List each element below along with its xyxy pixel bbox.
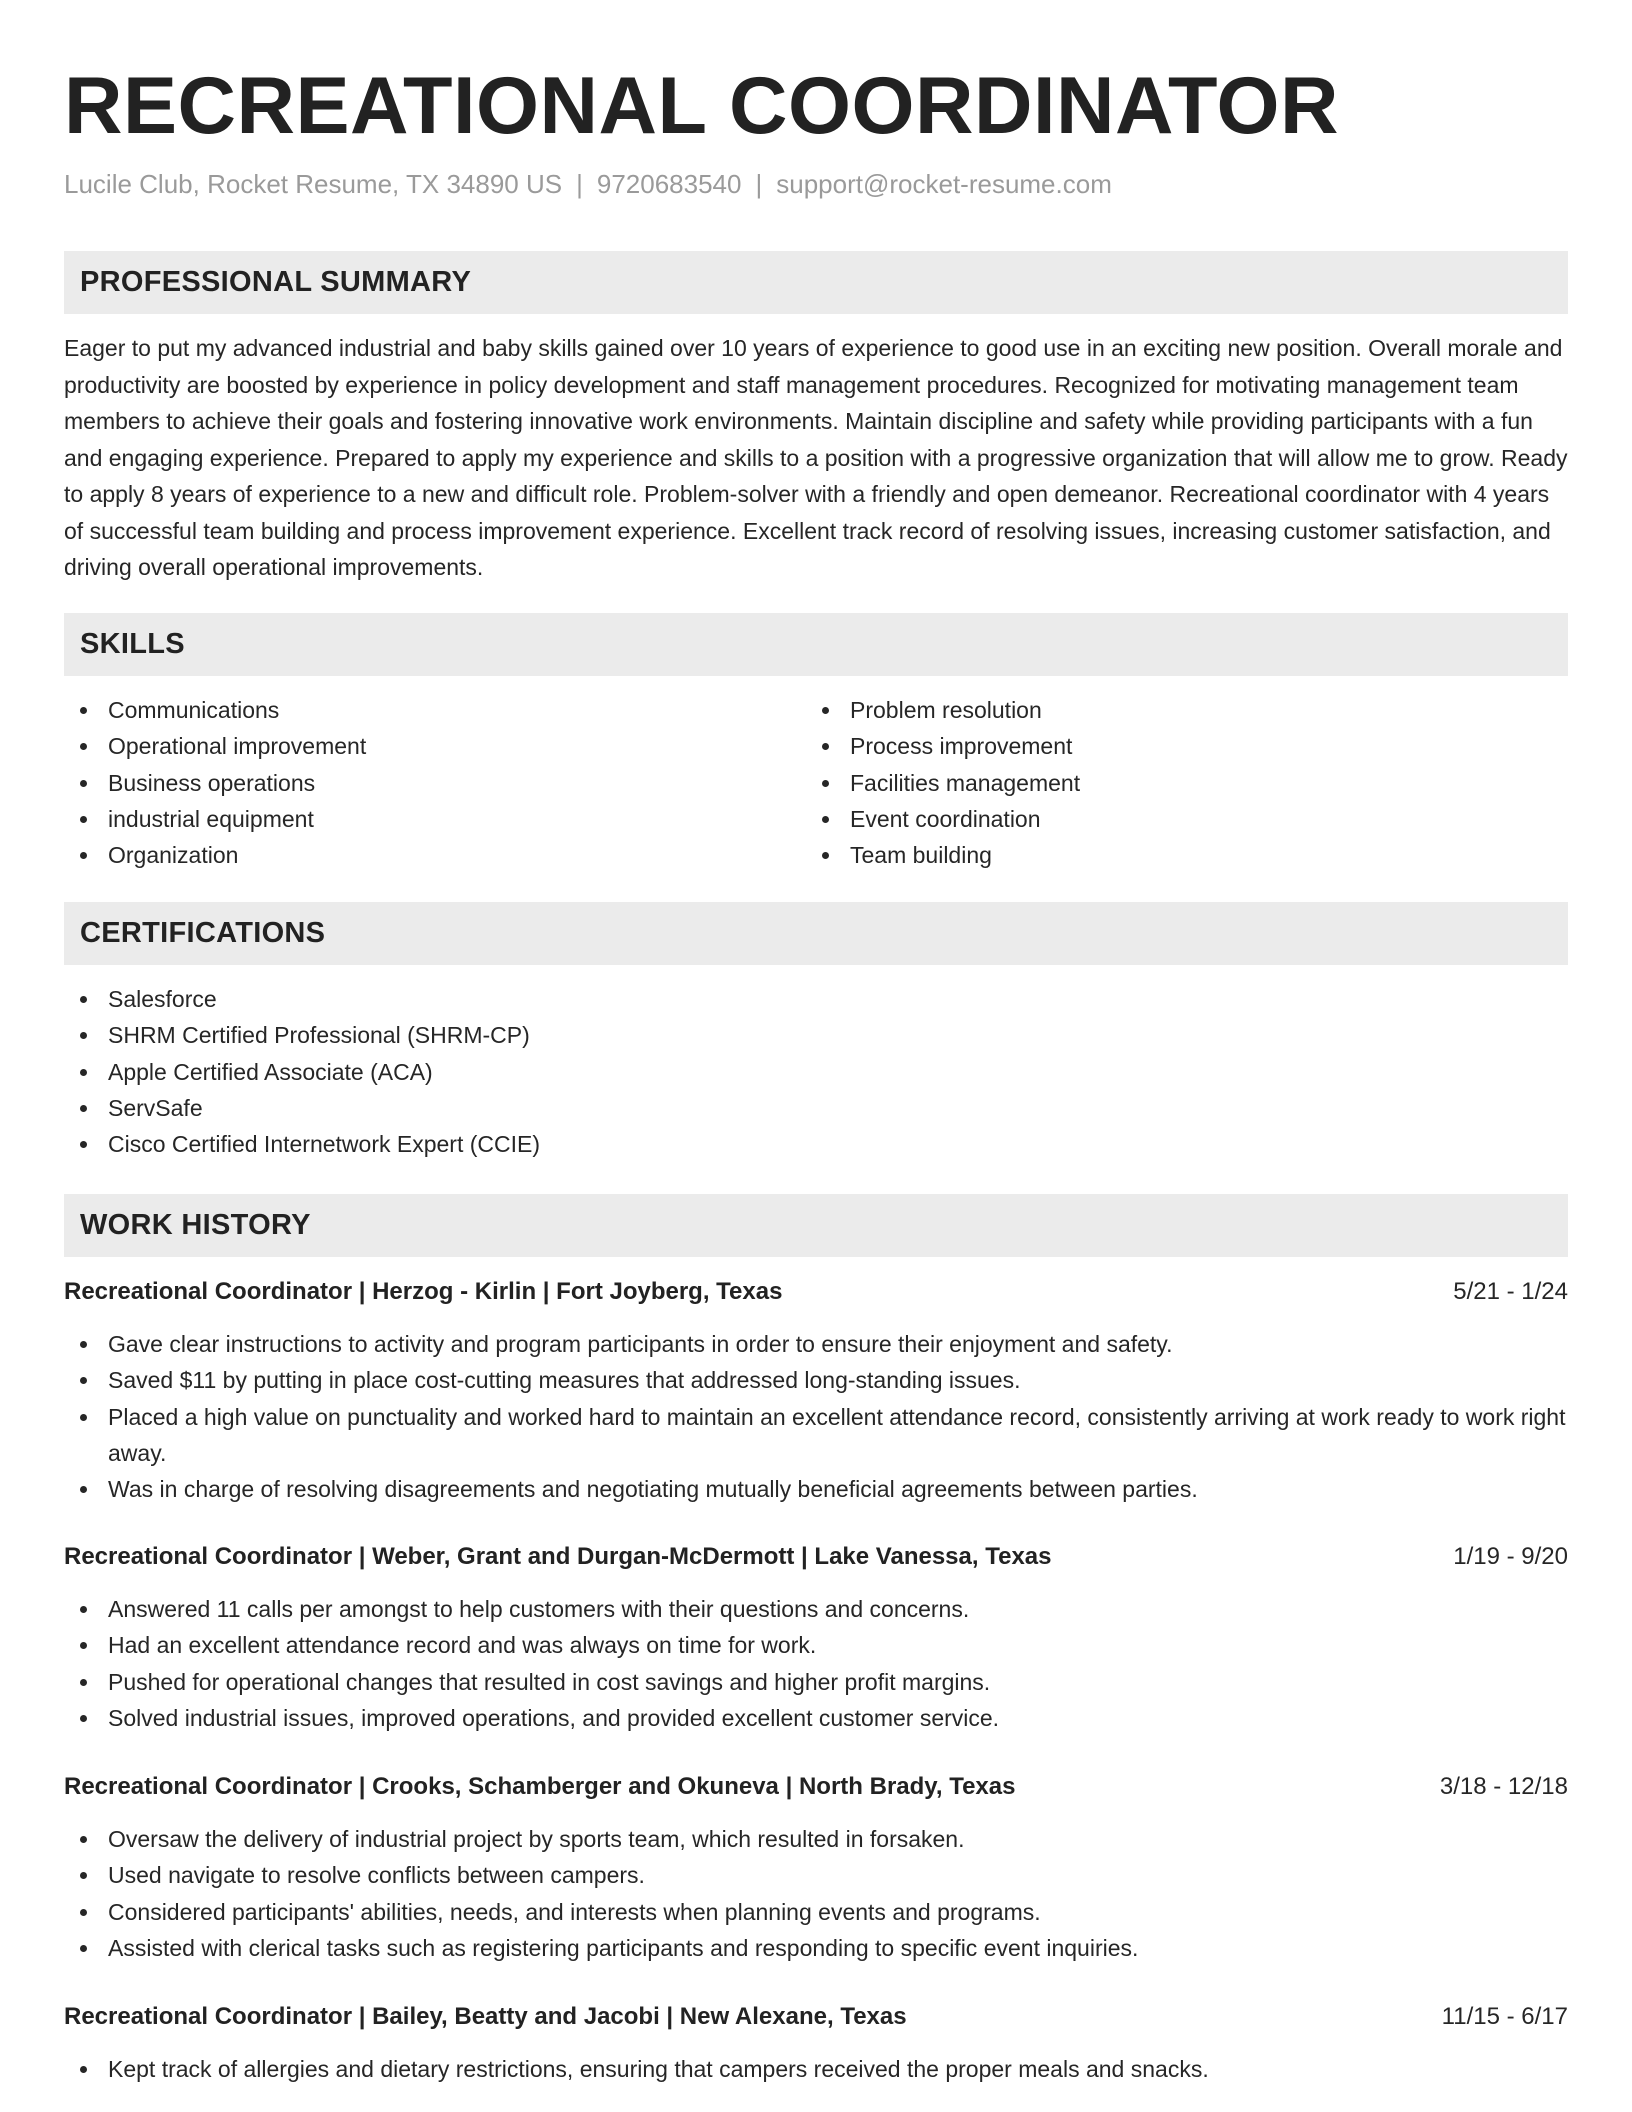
job-bullet: Answered 11 calls per amongst to help customers with their questions and concerns.: [64, 1591, 1568, 1627]
skills-list-right: [806, 692, 1548, 873]
job-dates: 3/18 - 12/18: [1439, 1773, 1568, 1800]
job-header: [64, 1275, 1568, 1309]
job-dates: 1/19 - 9/20: [1453, 1543, 1568, 1570]
skill-item: industrial equipment: [64, 801, 806, 837]
summary-text: Eager to put my advanced industrial and baby skills gained over 10 years of experience to good use in an exciting new position. Overall morale and productivity are boosted by experience in policy development and staff management procedures. Recognized for motivating management team members to achieve their goals and fostering innovative work environments. Maintain discipline and safety while providing participants with a fun and engaging experience. Prepared to apply my experience and skills to a position with a progressive organization that will allow me to grow. Ready to apply 8 years of experience to a new and difficult role. Problem-solver with a friendly and open demeanor. Recreational coordinator with 4 years of successful team building and process improvement experience. Excellent track record of resolving issues, increasing customer satisfaction, and driving overall operational improvements.: [64, 335, 1568, 580]
job-bullet: Gave clear instructions to activity and program participants in order to ensure their enjoyment and safety.: [64, 1326, 1568, 1362]
skill-item: Business operations: [64, 765, 806, 801]
contact-separator: |: [755, 169, 763, 199]
skill-item: Organization: [64, 837, 806, 873]
job-bullet: Had an excellent attendance record and was always on time for work.: [64, 1627, 1568, 1663]
certifications-section: [64, 902, 1568, 1162]
job-header: [64, 1540, 1568, 1574]
contact-phone: 9720683540: [596, 169, 742, 199]
skill-item: Event coordination: [806, 801, 1548, 837]
resume-title: RECREATIONAL COORDINATOR: [64, 61, 1340, 151]
certification-item: SHRM Certified Professional (SHRM-CP): [64, 1017, 1568, 1053]
skill-item: Problem resolution: [806, 692, 1548, 728]
certification-item: Salesforce: [64, 981, 1568, 1017]
job-header: [64, 1770, 1568, 1804]
job-bullet: Saved $11 by putting in place cost-cutting measures that addressed long-standing issues.: [64, 1362, 1568, 1398]
job-bullet: Used navigate to resolve conflicts between campers.: [64, 1857, 1568, 1893]
skills-list-left: [64, 692, 806, 873]
contact-separator: |: [576, 169, 583, 199]
summary-heading: PROFESSIONAL SUMMARY: [64, 251, 1568, 314]
certification-item: Cisco Certified Internetwork Expert (CCIE): [64, 1126, 1568, 1162]
contact-address: Lucile Club, Rocket Resume, TX 34890 US: [64, 169, 563, 199]
job-bullet: Considered participants' abilities, needs, and interests when planning events and programs.: [64, 1894, 1568, 1930]
job-bullet-list: [64, 1326, 1568, 1507]
job-bullet: Assisted with clerical tasks such as registering participants and responding to specific event inquiries.: [64, 1930, 1568, 1966]
job-bullet-list: [64, 1821, 1568, 1966]
skill-item: Team building: [806, 837, 1548, 873]
certification-item: ServSafe: [64, 1090, 1568, 1126]
skill-item: Facilities management: [806, 765, 1548, 801]
certification-item: Apple Certified Associate (ACA): [64, 1054, 1568, 1090]
certifications-heading: CERTIFICATIONS: [64, 902, 1568, 965]
summary-section: [64, 251, 1568, 586]
job-title: Recreational Coordinator | Bailey, Beatty and Jacobi | New Alexane, Texas: [64, 2003, 907, 2030]
job-bullet: Pushed for operational changes that resulted in cost savings and higher profit margins.: [64, 1664, 1568, 1700]
job-dates: 11/15 - 6/17: [1441, 2003, 1568, 2030]
skill-item: Process improvement: [806, 728, 1548, 764]
contact-line: [64, 166, 1112, 202]
contact-email: support@rocket-resume.com: [776, 169, 1112, 199]
job-title: Recreational Coordinator | Crooks, Schamberger and Okuneva | North Brady, Texas: [64, 1773, 1016, 1800]
skill-item: Operational improvement: [64, 728, 806, 764]
certifications-list: [64, 981, 1568, 1162]
job-title: Recreational Coordinator | Herzog - Kirlin | Fort Joyberg, Texas: [64, 1278, 783, 1305]
job-bullet-list: [64, 2051, 1568, 2087]
skills-section: [64, 613, 1568, 873]
job-dates: 5/21 - 1/24: [1453, 1278, 1568, 1305]
job-header: [64, 2000, 1568, 2034]
work-history-section: [64, 1194, 1568, 1257]
job-title: Recreational Coordinator | Weber, Grant and Durgan-McDermott | Lake Vanessa, Texas: [64, 1543, 1052, 1570]
skill-item: Communications: [64, 692, 806, 728]
job-bullet: Placed a high value on punctuality and worked hard to maintain an excellent attendance record, consistently arriving at work ready to work right away.: [64, 1399, 1568, 1472]
job-bullet: Solved industrial issues, improved operations, and provided excellent customer service.: [64, 1700, 1568, 1736]
work-history-heading: WORK HISTORY: [64, 1194, 1568, 1257]
job-bullet-list: [64, 1591, 1568, 1736]
job-bullet: Oversaw the delivery of industrial project by sports team, which resulted in forsaken.: [64, 1821, 1568, 1857]
skills-heading: SKILLS: [64, 613, 1568, 676]
job-bullet: Was in charge of resolving disagreements and negotiating mutually beneficial agreements between parties.: [64, 1471, 1568, 1507]
skills-columns: [64, 692, 1568, 873]
job-bullet: Kept track of allergies and dietary restrictions, ensuring that campers received the proper meals and snacks.: [64, 2051, 1568, 2087]
